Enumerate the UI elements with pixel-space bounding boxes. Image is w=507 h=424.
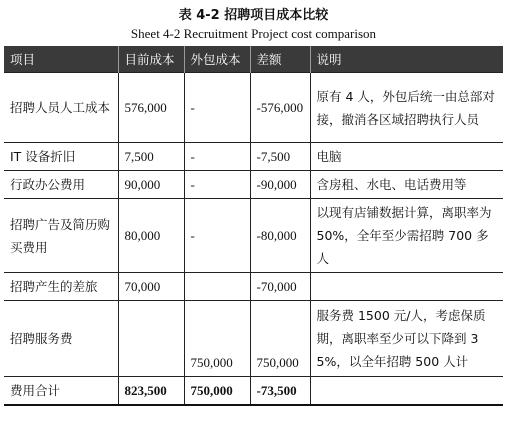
cell-outsourced: -	[184, 73, 250, 143]
cell-item: 招聘广告及简历购买费用	[4, 199, 118, 273]
table-row	[4, 273, 503, 301]
table-row	[4, 73, 503, 143]
cell-note: 以现有店铺数据计算，离职率为 50%，全年至少需招聘 700 多人	[310, 199, 503, 273]
table-row	[4, 301, 503, 377]
header-difference: 差额	[250, 46, 310, 73]
cell-current: 80,000	[118, 199, 184, 273]
cell-current: 90,000	[118, 171, 184, 199]
cell-note: 服务费 1500 元/人，考虑保质期，离职率至少可以下降到 35%，以全年招聘 500 人计	[310, 301, 503, 377]
table-title-chinese: 表 4-2 招聘项目成本比较	[178, 8, 329, 23]
cell-diff: -7,500	[250, 143, 310, 171]
cell-current: 576,000	[118, 73, 184, 143]
cell-item: 招聘产生的差旅	[4, 273, 118, 301]
cell-diff: -80,000	[250, 199, 310, 273]
cell-total-current: 823,500	[118, 377, 184, 406]
cell-outsourced	[184, 273, 250, 301]
header-item: 项目	[4, 46, 118, 73]
cell-diff: -70,000	[250, 273, 310, 301]
header-row	[4, 46, 503, 73]
cell-note: 电脑	[310, 143, 503, 171]
table-row	[4, 143, 503, 171]
cell-item: 行政办公费用	[4, 171, 118, 199]
cell-item: 招聘服务费	[4, 301, 118, 377]
cell-outsourced: -	[184, 143, 250, 171]
table-row	[4, 171, 503, 199]
header-current-cost: 目前成本	[118, 46, 184, 73]
cell-note	[310, 273, 503, 301]
table-title-english: Sheet 4-2 Recruitment Project cost comparison	[130, 26, 377, 41]
cell-current: 70,000	[118, 273, 184, 301]
cell-total-outsourced: 750,000	[184, 377, 250, 406]
cell-outsourced: -	[184, 171, 250, 199]
cell-total-diff: -73,500	[250, 377, 310, 406]
cell-item: IT 设备折旧	[4, 143, 118, 171]
cell-total-label: 费用合计	[4, 377, 118, 406]
cell-current: 7,500	[118, 143, 184, 171]
cell-current	[118, 301, 184, 377]
cell-diff: 750,000	[250, 301, 310, 377]
cell-diff: -576,000	[250, 73, 310, 143]
cell-item: 招聘人员人工成本	[4, 73, 118, 143]
cost-comparison-table	[4, 46, 503, 406]
cell-note: 含房租、水电、电话费用等	[310, 171, 503, 199]
total-row	[4, 377, 503, 406]
cell-total-note	[310, 377, 503, 406]
cell-outsourced: -	[184, 199, 250, 273]
cell-outsourced: 750,000	[184, 301, 250, 377]
header-notes: 说明	[310, 46, 503, 73]
header-outsourced-cost: 外包成本	[184, 46, 250, 73]
table-row	[4, 199, 503, 273]
cell-diff: -90,000	[250, 171, 310, 199]
cell-note: 原有 4 人，外包后统一由总部对接，撤消各区域招聘执行人员	[310, 73, 503, 143]
